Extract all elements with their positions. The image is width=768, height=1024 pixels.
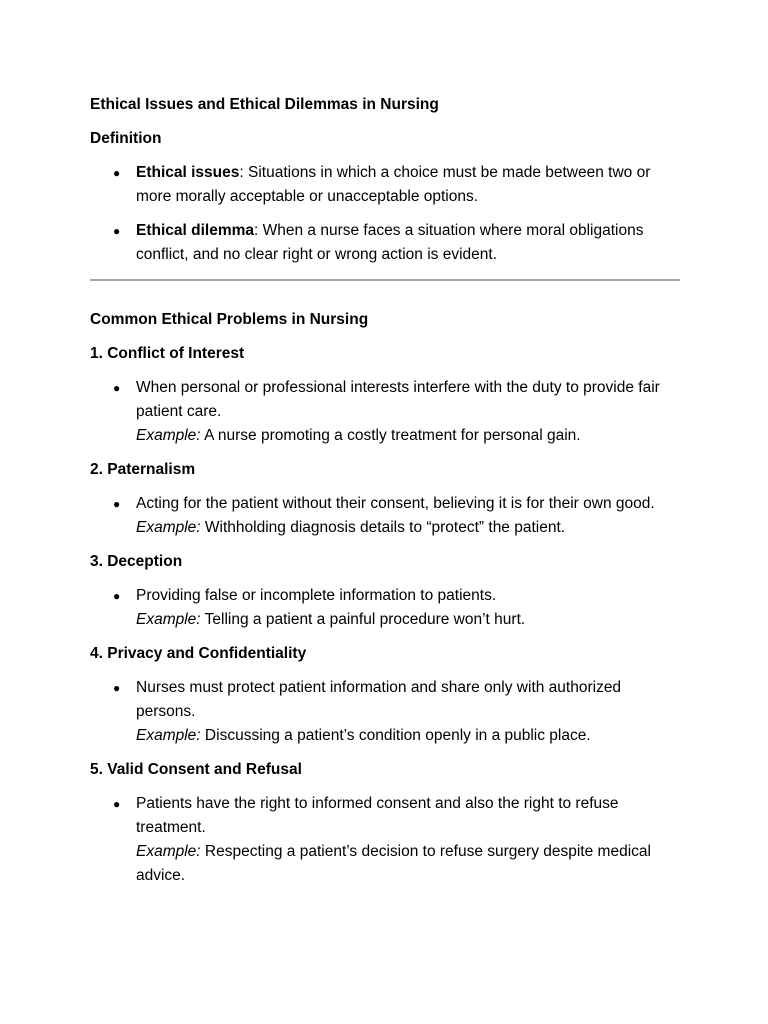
bullet-icon: ● — [113, 797, 121, 811]
problem-heading: 5. Valid Consent and Refusal — [90, 761, 302, 778]
problem-list — [90, 492, 680, 540]
problem-description: Acting for the patient without their consent, believing it is for their own good. — [136, 495, 655, 512]
problem-list — [90, 376, 680, 448]
problem-description: Nurses must protect patient information and share only with authorized persons. — [136, 679, 622, 720]
list-item — [90, 792, 680, 888]
example-text: A nurse promoting a costly treatment for personal gain. — [200, 427, 581, 444]
definition-item-ethical-dilemma — [90, 219, 680, 267]
problem-heading: 1. Conflict of Interest — [90, 345, 245, 362]
problem-deception — [90, 550, 680, 632]
list-item — [90, 492, 680, 540]
definition-term: Ethical dilemma — [136, 222, 255, 239]
document-page — [90, 93, 680, 898]
definition-text: : Situations in which a choice must be made between two or more morally acceptable or unacceptable options. — [136, 164, 651, 205]
bullet-icon: ● — [113, 381, 121, 395]
example-label: Example: — [136, 727, 201, 744]
problem-heading: 3. Deception — [90, 553, 183, 570]
example-label: Example: — [136, 427, 201, 444]
example-text: Respecting a patient’s decision to refuse surgery despite medical advice. — [136, 843, 651, 884]
list-item — [90, 676, 680, 748]
problems-section-heading: Common Ethical Problems in Nursing — [90, 311, 369, 328]
list-item — [90, 376, 680, 448]
problem-paternalism — [90, 458, 680, 540]
problem-description: Providing false or incomplete information to patients. — [136, 587, 497, 604]
horizontal-divider — [90, 279, 680, 281]
problem-valid-consent-refusal — [90, 758, 680, 888]
problem-conflict-of-interest — [90, 342, 680, 448]
problem-description: Patients have the right to informed consent and also the right to refuse treatment. — [136, 795, 619, 836]
problem-list — [90, 792, 680, 888]
problem-list — [90, 676, 680, 748]
definition-text: : When a nurse faces a situation where moral obligations conflict, and no clear right or wrong action is evident. — [136, 222, 644, 263]
list-item — [90, 584, 680, 632]
example-text: Withholding diagnosis details to “protect” the patient. — [200, 519, 566, 536]
bullet-icon: ● — [113, 224, 121, 238]
bullet-icon: ● — [113, 166, 121, 180]
document-title: Ethical Issues and Ethical Dilemmas in Nursing — [90, 96, 439, 113]
problem-heading: 2. Paternalism — [90, 461, 196, 478]
definition-term: Ethical issues — [136, 164, 240, 181]
definition-list — [90, 161, 680, 267]
example-label: Example: — [136, 611, 201, 628]
problem-list — [90, 584, 680, 632]
bullet-icon: ● — [113, 497, 121, 511]
problem-privacy-confidentiality — [90, 642, 680, 748]
problem-description: When personal or professional interests interfere with the duty to provide fair patient care. — [136, 379, 660, 420]
bullet-icon: ● — [113, 589, 121, 603]
definition-heading: Definition — [90, 130, 162, 147]
example-text: Discussing a patient’s condition openly in a public place. — [200, 727, 591, 744]
definition-item-ethical-issues — [90, 161, 680, 209]
example-text: Telling a patient a painful procedure won’t hurt. — [200, 611, 526, 628]
example-label: Example: — [136, 843, 201, 860]
example-label: Example: — [136, 519, 201, 536]
problem-heading: 4. Privacy and Confidentiality — [90, 645, 307, 662]
bullet-icon: ● — [113, 681, 121, 695]
